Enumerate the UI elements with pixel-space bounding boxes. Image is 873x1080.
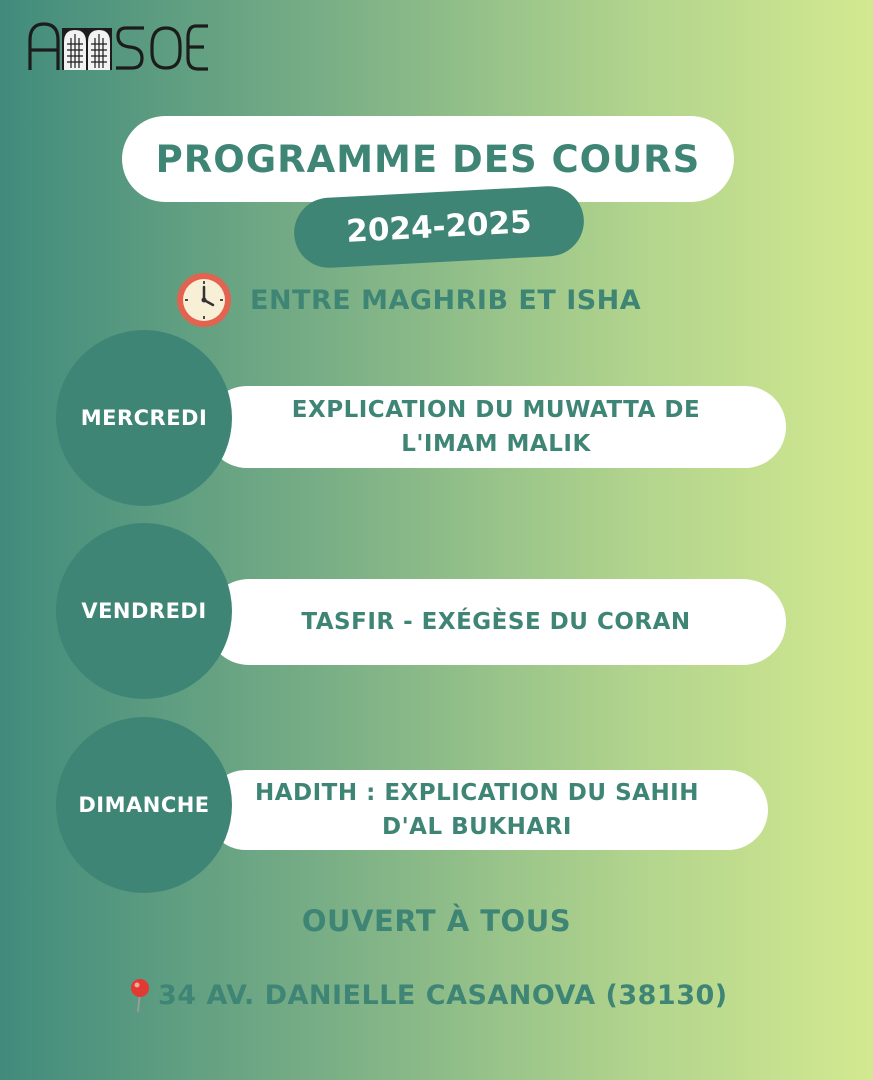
course-description-pill — [206, 579, 786, 665]
clock-icon — [176, 272, 232, 328]
title-banner — [122, 116, 734, 202]
course-description-line: HADITH : EXPLICATION DU SAHIH — [254, 780, 699, 806]
day-label: DIMANCHE — [78, 793, 210, 817]
address — [128, 972, 728, 1018]
course-description — [292, 393, 700, 461]
course-wednesday — [56, 330, 796, 506]
year-label: 2024-2025 — [345, 204, 533, 250]
course-description-line: D'AL BUKHARI — [382, 814, 572, 840]
course-description-line: L'IMAM MALIK — [401, 431, 591, 457]
page-title: PROGRAMME DES COURS — [155, 137, 701, 181]
schedule-time — [176, 272, 641, 328]
time-label: ENTRE MAGHRIB ET ISHA — [250, 284, 642, 316]
location-pin-icon — [128, 978, 152, 1012]
open-to-all-text: OUVERT À TOUS — [301, 904, 572, 938]
course-description-pill — [206, 770, 768, 850]
course-description-pill — [206, 386, 786, 468]
course-description-line: TASFIR - EXÉGÈSE DU CORAN — [301, 609, 691, 635]
course-sunday — [56, 717, 796, 893]
day-circle — [56, 523, 232, 699]
course-description-line: EXPLICATION DU MUWATTA DE — [291, 397, 701, 423]
address-text: 34 AV. DANIELLE CASANOVA (38130) — [158, 979, 728, 1011]
logo-mark — [26, 20, 211, 72]
day-circle — [56, 717, 232, 893]
year-badge — [292, 184, 585, 269]
day-label: VENDREDI — [81, 599, 207, 623]
day-circle — [56, 330, 232, 506]
day-label: MERCREDI — [80, 406, 208, 430]
course-description — [301, 605, 690, 639]
logo — [26, 20, 211, 72]
course-description — [255, 776, 699, 844]
course-friday — [56, 523, 796, 699]
